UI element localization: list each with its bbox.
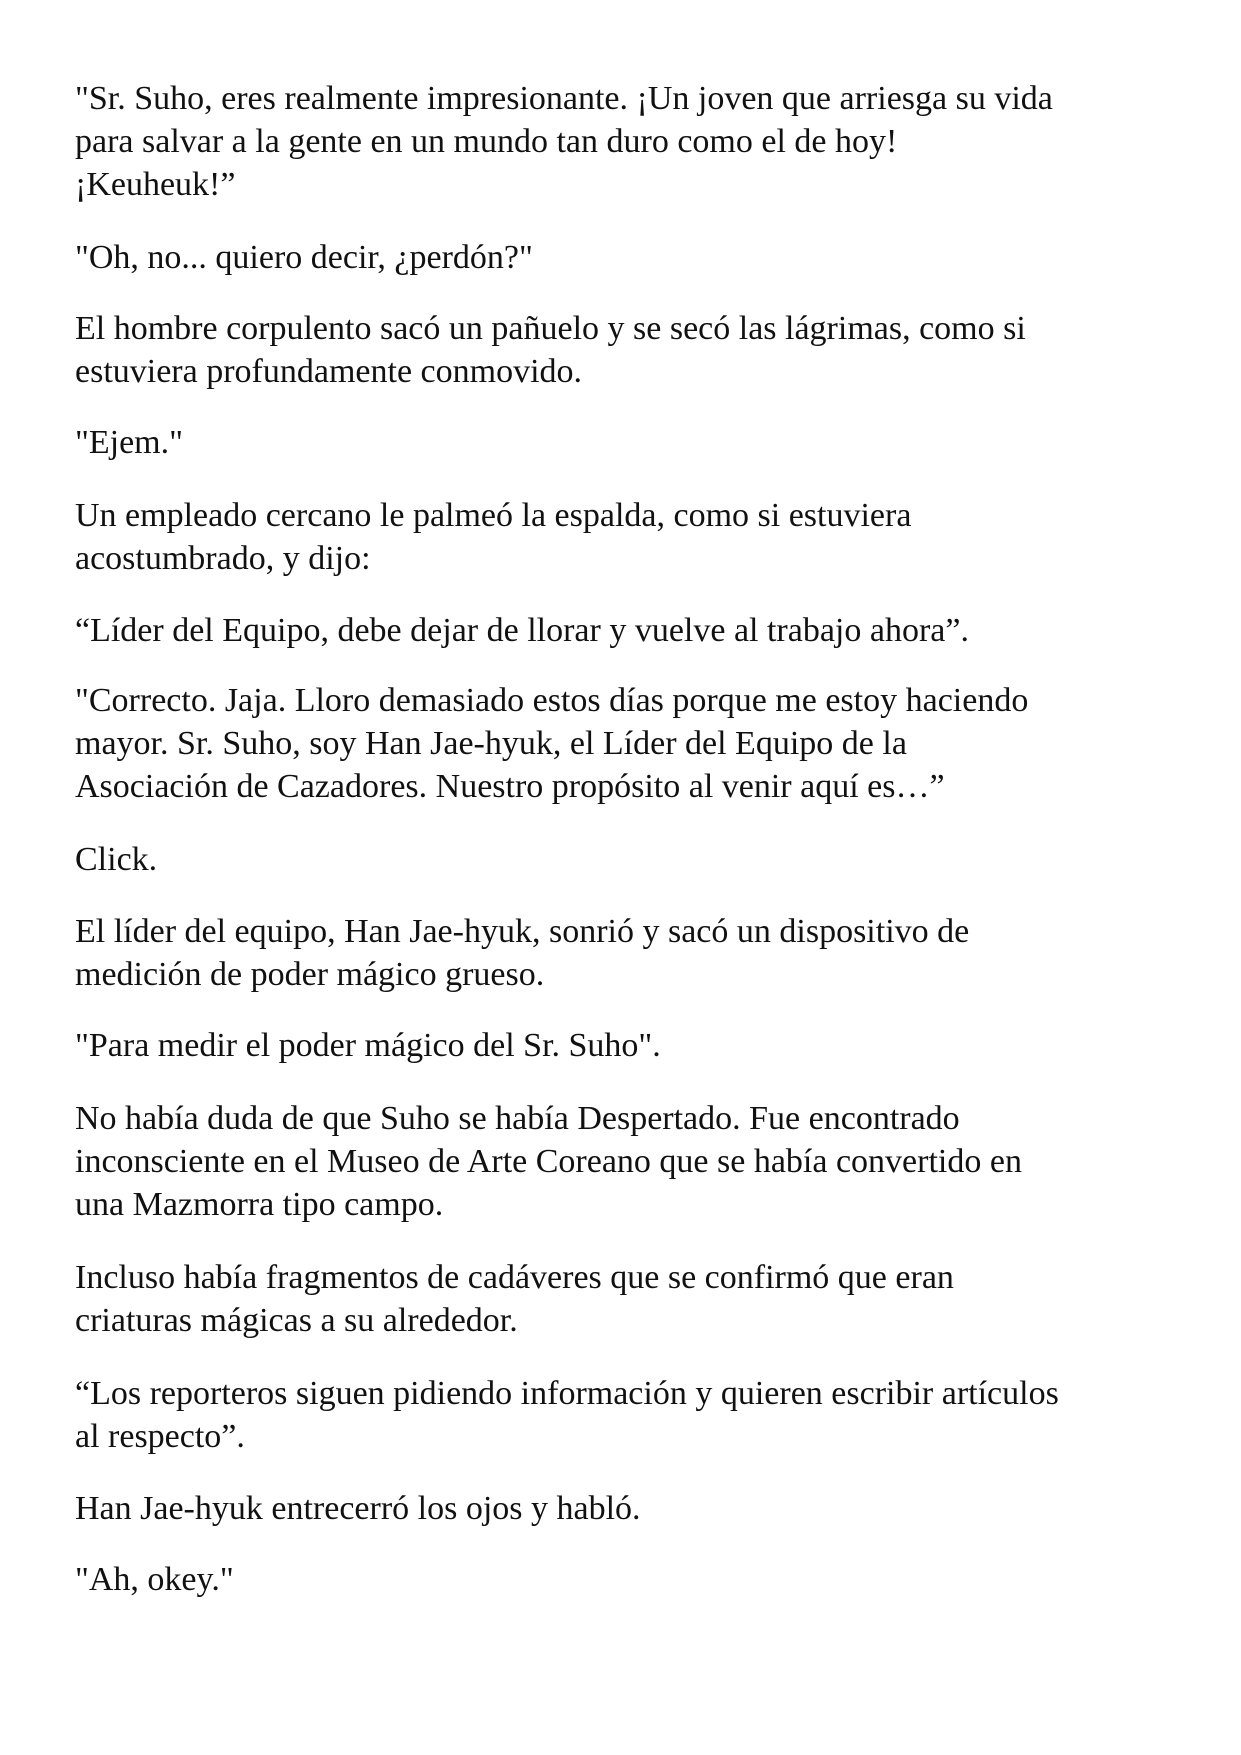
text-line: Un empleado cercano le palmeó la espalda, como si estuviera (75, 497, 912, 534)
paragraph-7 (75, 679, 1028, 808)
text-line: acostumbrado, y dijo: (75, 540, 371, 577)
text-line: medición de poder mágico grueso. (75, 956, 545, 993)
paragraph-15 (75, 1558, 234, 1601)
paragraph-6 (75, 609, 969, 652)
text-line: El líder del equipo, Han Jae-hyuk, sonrió y sacó un dispositivo de (75, 913, 970, 950)
paragraph-8 (75, 838, 157, 881)
paragraph-5 (75, 494, 911, 580)
text-line: criaturas mágicas a su alrededor. (75, 1302, 518, 1339)
text-line: "Correcto. Jaja. Lloro demasiado estos días porque me estoy haciendo (75, 682, 1029, 719)
text-line: al respecto”. (75, 1418, 245, 1455)
paragraph-12 (75, 1256, 954, 1342)
text-line: "Ejem." (75, 424, 184, 461)
paragraph-9 (75, 910, 969, 996)
text-line: estuviera profundamente conmovido. (75, 353, 583, 390)
text-line: "Ah, okey." (75, 1561, 234, 1598)
text-line: mayor. Sr. Suho, soy Han Jae-hyuk, el Líder del Equipo de la (75, 725, 907, 762)
text-line: para salvar a la gente en un mundo tan duro como el de hoy! (75, 123, 898, 160)
paragraph-11 (75, 1097, 1022, 1226)
paragraph-2 (75, 236, 533, 279)
text-line: Incluso había fragmentos de cadáveres que se confirmó que eran (75, 1259, 954, 1296)
text-line: "Sr. Suho, eres realmente impresionante. ¡Un joven que arriesga su vida (75, 80, 1053, 117)
paragraph-3 (75, 307, 1026, 393)
text-line: “Los reporteros siguen pidiendo información y quieren escribir artículos (75, 1375, 1059, 1412)
paragraph-4 (75, 421, 183, 464)
text-line: inconsciente en el Museo de Arte Coreano que se había convertido en (75, 1143, 1022, 1180)
paragraph-10 (75, 1024, 661, 1067)
text-line: Click. (75, 841, 158, 878)
paragraph-1 (75, 77, 1053, 206)
paragraph-14 (75, 1487, 641, 1530)
text-line: “Líder del Equipo, debe dejar de llorar y vuelve al trabajo ahora”. (75, 612, 969, 649)
paragraph-13 (75, 1372, 1059, 1458)
text-line: "Para medir el poder mágico del Sr. Suho". (75, 1027, 661, 1064)
text-line: El hombre corpulento sacó un pañuelo y se secó las lágrimas, como si (75, 310, 1026, 347)
text-line: una Mazmorra tipo campo. (75, 1186, 444, 1223)
text-line: ¡Keuheuk!” (75, 166, 236, 203)
text-line: Asociación de Cazadores. Nuestro propósito al venir aquí es…” (75, 768, 945, 805)
text-line: No había duda de que Suho se había Despertado. Fue encontrado (75, 1100, 960, 1137)
text-line: "Oh, no... quiero decir, ¿perdón?" (75, 239, 533, 276)
text-line: Han Jae-hyuk entrecerró los ojos y habló. (75, 1490, 641, 1527)
